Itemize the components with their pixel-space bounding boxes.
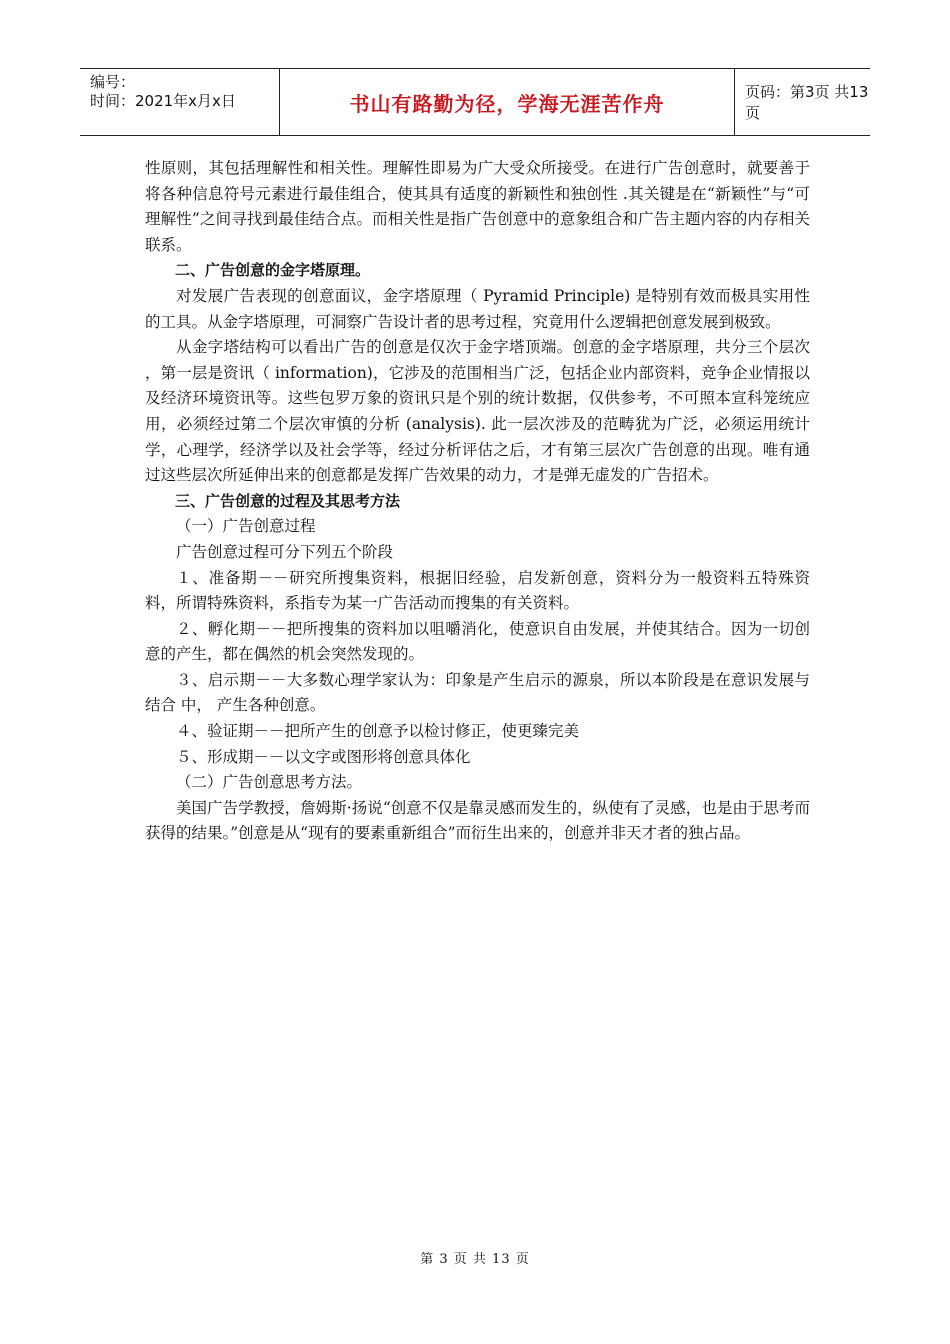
subsection-heading: （一）广告创意过程 (176, 517, 316, 536)
subsection-heading: （二）广告创意思考方法。 (176, 773, 363, 792)
document-time-label: 时间：2021年x月x日 (90, 92, 236, 110)
page-footer: 第 3 页 共 13 页 (420, 1252, 530, 1267)
section-heading: 三、广告创意的过程及其思考方法 (175, 491, 401, 510)
header-motto: 书山有路勤为径，学海无涯苦作舟 (280, 69, 735, 135)
document-number-label: 编号： (90, 73, 136, 91)
section-heading: 二、广告创意的金字塔原理。 (175, 261, 371, 280)
header-meta (80, 69, 280, 135)
list-item: ５、形成期－－以文字或图形将创意具体化 (176, 747, 471, 766)
header-page-info: 页码：第3页 共13页 (745, 83, 869, 122)
paragraph: 美国广告学教授，詹姆斯·扬说“创意不仅是靠灵感而发生的，纵使有了灵感，也是由于思考而获得的结果。”创意是从“现有的要素重新组合”而衍生出来的，创意并非天才者的独占品。 (145, 798, 810, 843)
paragraph: 广告创意过程可分下列五个阶段 (176, 542, 394, 561)
list-item: ３、启示期－－大多数心理学家认为：印象是产生启示的源泉，所以本阶段是在意识发展与结合 中， 产生各种创意。 (145, 670, 810, 715)
page-header (80, 68, 870, 136)
paragraph: 对发展广告表现的创意面议，金字塔原理（ Pyramid Principle) 是特别有效而极具实用性的工具。从金字塔原理，可洞察广告设计者的思考过程，究竟用什么逻辑把创意发展到极致。 (145, 286, 810, 331)
list-item: ４、验证期－－把所产生的创意予以检讨修正，使更臻完美 (176, 722, 580, 741)
list-item: ２、孵化期－－把所搜集的资料加以咀嚼消化，使意识自由发展，并使其结合。因为一切创意的产生，都在偶然的机会突然发现的。 (145, 619, 810, 664)
document-body (145, 156, 810, 847)
list-item: １、准备期－－研究所搜集资料，根据旧经验，启发新创意，资料分为一般资料五特殊资料，所谓特殊资料，系指专为某一广告活动而搜集的有关资料。 (145, 568, 810, 613)
paragraph: 从金字塔结构可以看出广告的创意是仅次于金字塔顶端。创意的金字塔原理，共分三个层次 ，第一层是资讯（ information)，它涉及的范围相当广泛，包括企业内部资料，竞争企业情报以及经济环境资讯等。这些包罗万象的资讯只是个别的统计数据，仅供参考，不可照本宣科笼统应用，必须经过第二个层次审慎的分析 (analysis). 此一层次涉及的范畴犹为广泛，必须运用统计学，心理学，经济学以及社会学等，经过分析评估之后，才有第三层次广告创意的出现。唯有通过这些层次所延伸出来的创意都是发挥广告效果的动力，才是弹无虚发的广告招术。 (145, 338, 810, 485)
paragraph: 性原则，其包括理解性和相关性。理解性即易为广大受众所接受。在进行广告创意时，就要善于将各种信息符号元素进行最佳组合，使其具有适度的新颖性和独创性 .其关键是在“新颖性”与“可理解性”之间寻找到最佳结合点。而相关性是指广告创意中的意象组合和广告主题内容的内存相关联系。 (145, 159, 810, 254)
